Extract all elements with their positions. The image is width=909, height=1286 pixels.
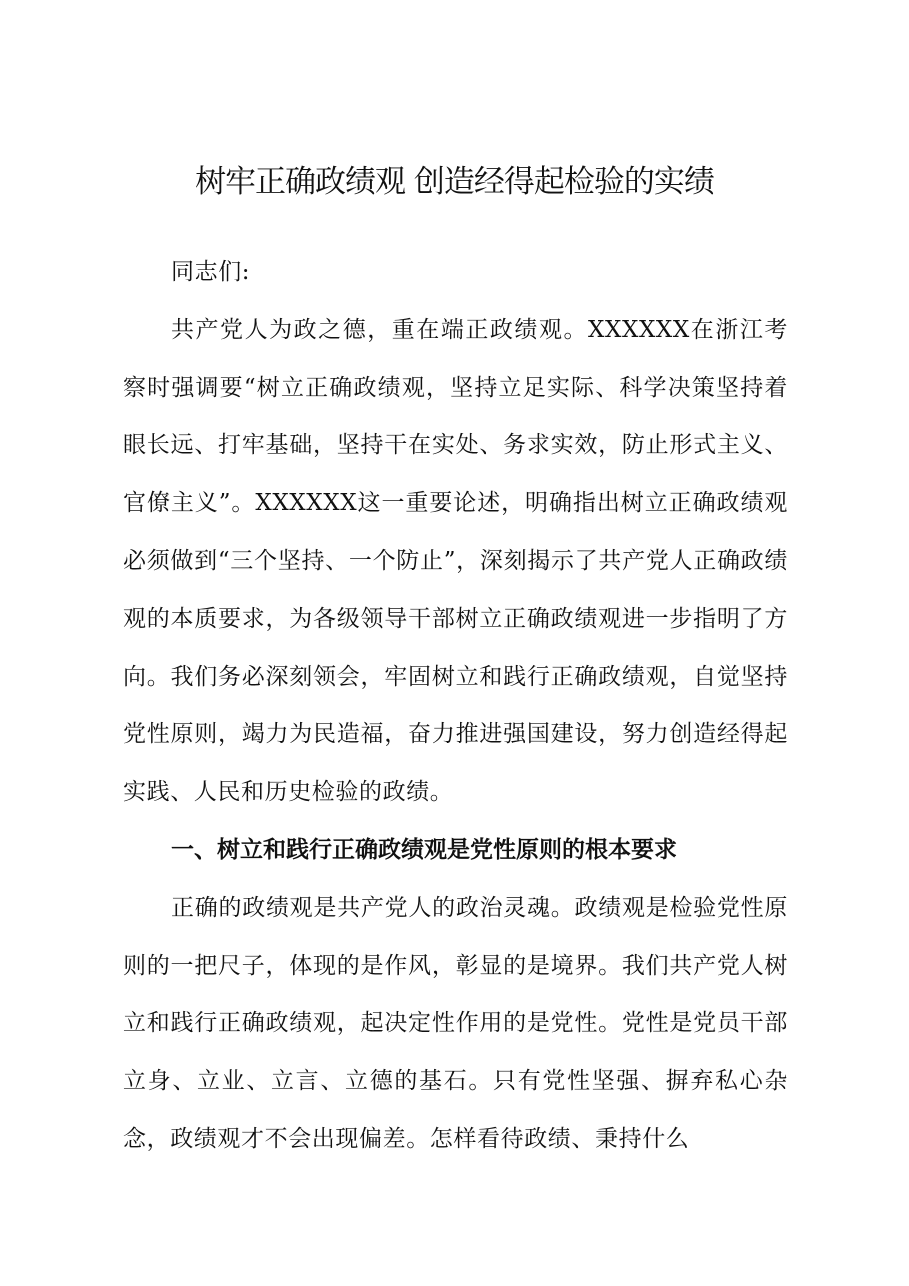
intro-paragraph: 共产党人为政之德，重在端正政绩观。XXXXXX在浙江考察时强调要“树立正确政绩观，坚持立足实际、科学决策坚持着眼长远、打牢基础，坚持干在实处、务求实效，防止形式主义、官僚主义”。XXXXXX这一重要论述，明确指出树立正确政绩观必须做到“三个坚持、一个防止”，深刻揭示了共产党人正确政绩观的本质要求，为各级领导干部树立正确政绩观进一步指明了方向。我们务必深刻领会，牢固树立和践行正确政绩观，自觉坚持党性原则，竭力为民造福，奋力推进强国建设，努力创造经得起实践、人民和历史检验的政绩。 [123, 316, 788, 806]
document-title: 树牢正确政绩观 创造经得起检验的实绩 [195, 164, 714, 200]
document-body [123, 244, 788, 1169]
section-heading: 一、树立和践行正确政绩观是党性原则的根本要求 [171, 836, 677, 863]
section-paragraph: 正确的政绩观是共产党人的政治灵魂。政绩观是检验党性原则的一把尺子，体现的是作风，彰显的是境界。我们共产党人树立和践行正确政绩观，起决定性作用的是党性。党性是党员干部立身、立业、立言、立德的基石。只有党性坚强、摒弃私心杂念，政绩观才不会出现偏差。怎样看待政绩、秉持什么 [123, 894, 788, 1152]
salutation: 同志们: [171, 259, 251, 285]
